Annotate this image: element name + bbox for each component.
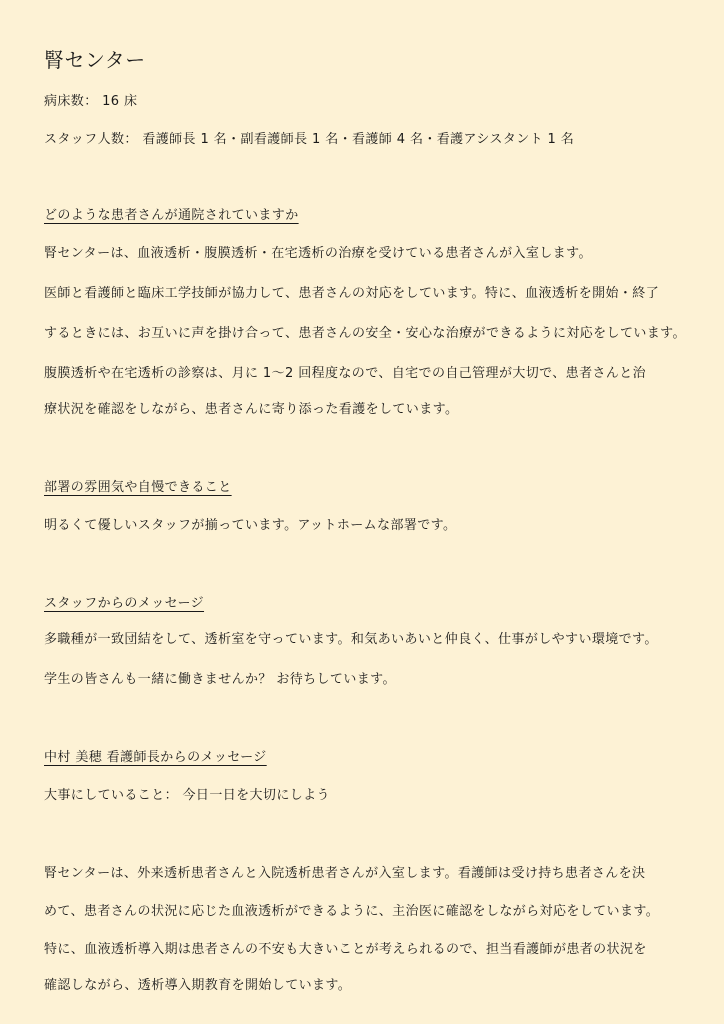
page-title: 腎センター: [44, 48, 146, 72]
patients-paragraph-line: 療状況を確認をしながら、患者さんに寄り添った看護をしています。: [44, 402, 459, 417]
section-heading-patients: どのような患者さんが通院されていますか: [44, 208, 299, 223]
bed-count: 病床数： 16 床: [44, 94, 138, 109]
section-heading-staff-message: スタッフからのメッセージ: [44, 596, 205, 611]
staff-message-paragraph-line: 学生の皆さんも一緒に働きませんか？ お待ちしています。: [44, 672, 396, 687]
head-nurse-paragraph-line: 特に、血液透析導入期は患者さんの不安も大きいことが考えられるので、担当看護師が患者の状況を: [44, 942, 647, 957]
section-heading-head-nurse-message: 中村 美穂 看護師長からのメッセージ: [44, 750, 267, 765]
section-heading-atmosphere: 部署の雰囲気や自慢できること: [44, 480, 232, 495]
patients-paragraph-line: 腎センターは、血液透析・腹膜透析・在宅透析の治療を受けている患者さんが入室します。: [44, 246, 592, 261]
head-nurse-paragraph-line: 腎センターは、外来透析患者さんと入院透析患者さんが入室します。看護師は受け持ち患者さんを決: [44, 866, 646, 881]
head-nurse-motto: 大事にしていること： 今日一日を大切にしよう: [44, 788, 330, 803]
staff-count: スタッフ人数： 看護師長 1 名・副看護師長 1 名・看護師 4 名・看護アシスタント 1 名: [44, 132, 575, 147]
patients-paragraph-line: するときには、お互いに声を掛け合って、患者さんの安全・安心な治療ができるように対応をしています。: [44, 326, 686, 341]
head-nurse-paragraph-line: 確認しながら、透析導入期教育を開始しています。: [44, 978, 352, 993]
head-nurse-paragraph-line: めて、患者さんの状況に応じた血液透析ができるように、主治医に確認をしながら対応をしています。: [44, 904, 660, 919]
patients-paragraph-line: 医師と看護師と臨床工学技師が協力して、患者さんの対応をしています。特に、血液透析を開始・終了: [44, 286, 660, 301]
staff-message-paragraph-line: 多職種が一致団結をして、透析室を守っています。和気あいあいと仲良く、仕事がしやすい環境です。: [44, 632, 658, 647]
patients-paragraph-line: 腹膜透析や在宅透析の診察は、月に 1～2 回程度なので、自宅での自己管理が大切で、患者さんと治: [44, 366, 647, 381]
atmosphere-paragraph-line: 明るくて優しいスタッフが揃っています。アットホームな部署です。: [44, 518, 457, 533]
